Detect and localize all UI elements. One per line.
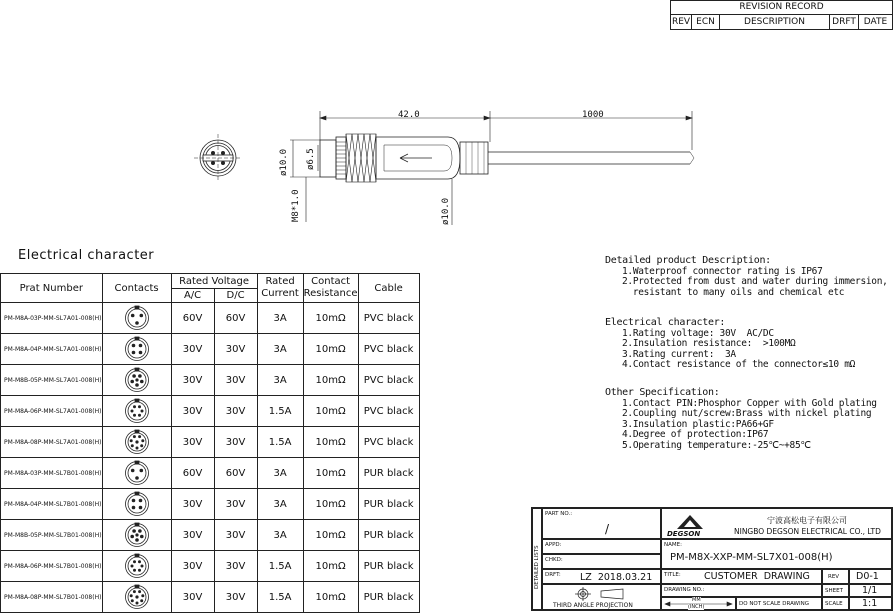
scale-label: SCALE	[825, 601, 843, 607]
rev-label-cell	[822, 569, 849, 584]
part-number-cell: PM-M8A-03P-MM-SL7A01-008(H)	[1, 303, 103, 334]
scale-label-cell	[822, 597, 849, 610]
drawing-no-label: DRAWING NO.:	[664, 587, 705, 593]
part-number-cell: PM-M8A-03P-MM-SL7B01-008(H)	[1, 458, 103, 489]
part-number-cell: PM-M8B-05P-MM-SL7A01-008(H)	[1, 365, 103, 396]
other-spec-heading: Other Specification:	[605, 387, 720, 398]
part-number-cell: PM-M8A-04P-MM-SL7A01-008(H)	[1, 334, 103, 365]
projection-cell	[542, 584, 661, 610]
company-cell	[661, 508, 892, 539]
contact-resistance-cell: 10mΩ	[303, 334, 358, 365]
contacts-cell	[102, 582, 171, 613]
table-row	[1, 489, 420, 520]
dim-cable-dia-label: ø10.0	[441, 197, 451, 225]
contact-resistance-cell: 10mΩ	[303, 303, 358, 334]
pin-layout-8-icon	[124, 429, 150, 455]
dc-voltage-cell: 30V	[214, 551, 257, 582]
sheet-label-cell	[822, 584, 849, 597]
units-mm: MM	[692, 597, 701, 603]
dc-voltage-cell: 30V	[214, 582, 257, 613]
revision-record	[670, 0, 893, 30]
part-no-value: /	[605, 522, 610, 536]
ac-voltage-cell: 30V	[171, 427, 214, 458]
part-number-cell: PM-M8B-05P-MM-SL7B01-008(H)	[1, 520, 103, 551]
name-value: PM-M8X-XXP-MM-SL7X01-008(H)	[670, 552, 833, 563]
sheet-value-cell	[849, 584, 892, 597]
electrical-notes-heading: Electrical character:	[605, 317, 726, 328]
other-spec-item: 1.Contact PIN:Phosphor Copper with Gold plating	[622, 397, 877, 409]
pin-layout-4-icon	[124, 491, 150, 517]
dc-voltage-cell: 30V	[214, 396, 257, 427]
part-number-cell: PM-M8A-08P-MM-SL7A01-008(H)	[1, 427, 103, 458]
rev-value: D0-1	[856, 571, 879, 582]
chkd-cell	[542, 554, 661, 569]
dc-voltage-cell: 30V	[214, 520, 257, 551]
ac-voltage-cell: 30V	[171, 365, 214, 396]
contact-resistance-cell: 10mΩ	[303, 396, 358, 427]
electrical-note-item: 3.Rating current: 3A	[622, 348, 736, 360]
contacts-cell	[102, 365, 171, 396]
electrical-note-item: 2.Insulation resistance: >100MΩ	[622, 338, 796, 349]
contact-resistance-cell: 10mΩ	[303, 551, 358, 582]
part-number-cell: PM-M8A-04P-MM-SL7B01-008(H)	[1, 489, 103, 520]
ac-voltage-cell: 30V	[171, 489, 214, 520]
other-specification	[605, 388, 877, 451]
electrical-table-body	[1, 303, 420, 613]
part-number-cell: PM-M8A-06P-MM-SL7A01-008(H)	[1, 396, 103, 427]
other-spec-item: 2.Coupling nut/screw:Brass with nickel plating	[622, 408, 872, 419]
contact-resistance-cell: 10mΩ	[303, 365, 358, 396]
header-dc: D/C	[214, 289, 257, 303]
rated-current-cell: 3A	[257, 489, 303, 520]
table-row	[1, 427, 420, 458]
table-row	[1, 551, 420, 582]
electrical-table	[0, 273, 420, 613]
ac-voltage-cell: 30V	[171, 551, 214, 582]
contact-resistance-cell: 10mΩ	[303, 427, 358, 458]
revision-record-title: REVISION RECORD	[671, 1, 892, 15]
cable-cell: PVC black	[358, 334, 419, 365]
contact-resistance-cell: 10mΩ	[303, 489, 358, 520]
part-number-cell: PM-M8A-06P-MM-SL7B01-008(H)	[1, 551, 103, 582]
ac-voltage-cell: 60V	[171, 458, 214, 489]
scale-value: 1:1	[862, 598, 878, 609]
rated-current-cell: 3A	[257, 365, 303, 396]
ac-voltage-cell: 30V	[171, 520, 214, 551]
cable-cell: PUR black	[358, 551, 419, 582]
ac-voltage-cell: 30V	[171, 582, 214, 613]
rev-value-cell	[849, 569, 892, 584]
chkd-label: CHKD:	[545, 557, 563, 563]
contacts-cell	[102, 489, 171, 520]
contacts-cell	[102, 334, 171, 365]
ac-voltage-cell: 30V	[171, 334, 214, 365]
table-row	[1, 334, 420, 365]
description-item: resistant to many oils and chemical etc	[622, 286, 845, 298]
rev-label: REV	[828, 574, 840, 580]
dim-dia65-label: ø6.5	[306, 148, 316, 170]
description-col: DESCRIPTION	[720, 15, 830, 30]
company-name-en: NINGBO DEGSON ELECTRICAL CO., LTD	[734, 527, 881, 536]
dim-dia10-label: ø10.0	[279, 148, 289, 176]
drft-value: LZ 2018.03.21	[580, 572, 653, 583]
header-ac: A/C	[171, 289, 214, 303]
sheet-value: 1/1	[862, 585, 878, 596]
units-inch: (INCH)	[688, 604, 705, 610]
other-spec-item: 4.Degree of protection:IP67	[622, 429, 769, 440]
appd-label: APPD:	[545, 542, 562, 548]
dim-thread-label: M8*1.0	[291, 189, 301, 222]
no-scale-label: DO NOT SCALE DRAWING	[739, 601, 809, 607]
projection-symbol-icon	[543, 586, 660, 602]
electrical-note-item: 4.Contact resistance of the connector≤10 mΩ	[622, 359, 856, 370]
pin-layout-6-icon	[124, 398, 150, 424]
electrical-note-item: 1.Rating voltage: 30V AC/DC	[622, 327, 774, 339]
drft-col: DRFT	[830, 15, 859, 30]
title-cell	[661, 569, 822, 584]
title-value: CUSTOMER DRAWING	[704, 571, 810, 582]
pin-layout-6-icon	[124, 553, 150, 579]
logo-text: DEGSON	[667, 530, 701, 538]
header-cable: Cable	[358, 274, 419, 303]
part-no-cell	[542, 508, 661, 539]
contact-resistance-cell: 10mΩ	[303, 582, 358, 613]
units-cell	[661, 597, 736, 610]
cable-cell: PUR black	[358, 458, 419, 489]
dim-cable-label: 1000	[582, 110, 604, 120]
name-label: NAME:	[664, 542, 682, 548]
ecn-col: ECN	[692, 15, 720, 30]
rated-current-cell: 1.5A	[257, 396, 303, 427]
table-row	[1, 582, 420, 613]
table-row	[1, 396, 420, 427]
table-row	[1, 520, 420, 551]
other-spec-item: 5.Operating temperature:-25℃~+85℃	[622, 439, 811, 451]
contact-resistance-cell: 10mΩ	[303, 458, 358, 489]
rated-current-cell: 3A	[257, 458, 303, 489]
ac-voltage-cell: 30V	[171, 396, 214, 427]
date-col: DATE	[863, 17, 888, 27]
dc-voltage-cell: 60V	[214, 303, 257, 334]
contact-resistance-cell: 10mΩ	[303, 520, 358, 551]
dc-voltage-cell: 30V	[214, 334, 257, 365]
rated-current-cell: 3A	[257, 520, 303, 551]
description-item: 1.Waterproof connector rating is IP67	[622, 265, 823, 277]
dc-voltage-cell: 30V	[214, 427, 257, 458]
cable-cell: PUR black	[358, 520, 419, 551]
part-number-cell: PM-M8A-08P-MM-SL7B01-008(H)	[1, 582, 103, 613]
sheet-label: SHEET	[825, 588, 843, 594]
ac-voltage-cell: 60V	[171, 303, 214, 334]
cable-cell: PUR black	[358, 582, 419, 613]
contacts-cell	[102, 303, 171, 334]
title-block	[531, 507, 893, 611]
pin-layout-3-icon	[124, 460, 150, 486]
dim-overall-label: 42.0	[398, 110, 420, 120]
table-row	[1, 458, 420, 489]
contacts-cell	[102, 427, 171, 458]
drft-label: DRFT:	[545, 572, 561, 578]
drft-cell	[542, 569, 661, 584]
revision-columns	[671, 15, 892, 30]
rated-current-cell: 1.5A	[257, 551, 303, 582]
pin-layout-4-icon	[124, 336, 150, 362]
no-scale-cell	[736, 597, 822, 610]
contacts-cell	[102, 396, 171, 427]
drawing-no-cell	[661, 584, 822, 597]
pin-layout-8-icon	[124, 584, 150, 610]
table-row	[1, 365, 420, 396]
rev-col: REV	[671, 15, 692, 30]
pin-layout-5-icon	[124, 367, 150, 393]
description-item: 2.Protected from dust and water during immersion,	[622, 276, 888, 287]
rated-current-cell: 3A	[257, 334, 303, 365]
dc-voltage-cell: 30V	[214, 365, 257, 396]
header-contacts: Contacts	[102, 274, 171, 303]
cable-cell: PVC black	[358, 427, 419, 458]
rated-current-cell: 3A	[257, 303, 303, 334]
electrical-title: Electrical character	[18, 248, 155, 263]
description-heading: Detailed product Description:	[605, 255, 771, 266]
side-label-cell	[532, 508, 542, 610]
company-name-cn: 宁波高松电子有限公司	[767, 516, 847, 525]
header-contact-resistance: Contact Resistance	[303, 274, 358, 303]
scale-value-cell	[849, 597, 892, 610]
name-cell	[661, 539, 892, 569]
contacts-cell	[102, 458, 171, 489]
rated-current-cell: 1.5A	[257, 427, 303, 458]
cable-cell: PVC black	[358, 303, 419, 334]
side-label: DETAILED LISTS	[534, 545, 540, 589]
appd-cell	[542, 539, 661, 554]
side-view-icon	[320, 134, 694, 182]
pin-layout-5-icon	[124, 522, 150, 548]
part-no-label: PART NO.:	[545, 511, 573, 517]
header-rated-voltage: Rated Voltage	[171, 274, 257, 289]
title-label: TITLE:	[664, 572, 681, 578]
dc-voltage-cell: 30V	[214, 489, 257, 520]
cable-cell: PVC black	[358, 396, 419, 427]
table-row	[1, 303, 420, 334]
other-spec-item: 3.Insulation plastic:PA66+GF	[622, 418, 774, 430]
header-part-number: Prat Number	[1, 274, 103, 303]
product-description	[605, 256, 888, 298]
end-view-icon	[194, 134, 242, 182]
projection-label: THIRD ANGLE PROJECTION	[553, 602, 633, 609]
pin-layout-3-icon	[124, 305, 150, 331]
electrical-notes	[605, 318, 855, 371]
header-rated-current: Rated Current	[257, 274, 303, 303]
cable-cell: PVC black	[358, 365, 419, 396]
contacts-cell	[102, 520, 171, 551]
rated-current-cell: 1.5A	[257, 582, 303, 613]
contacts-cell	[102, 551, 171, 582]
dc-voltage-cell: 60V	[214, 458, 257, 489]
cable-cell: PUR black	[358, 489, 419, 520]
